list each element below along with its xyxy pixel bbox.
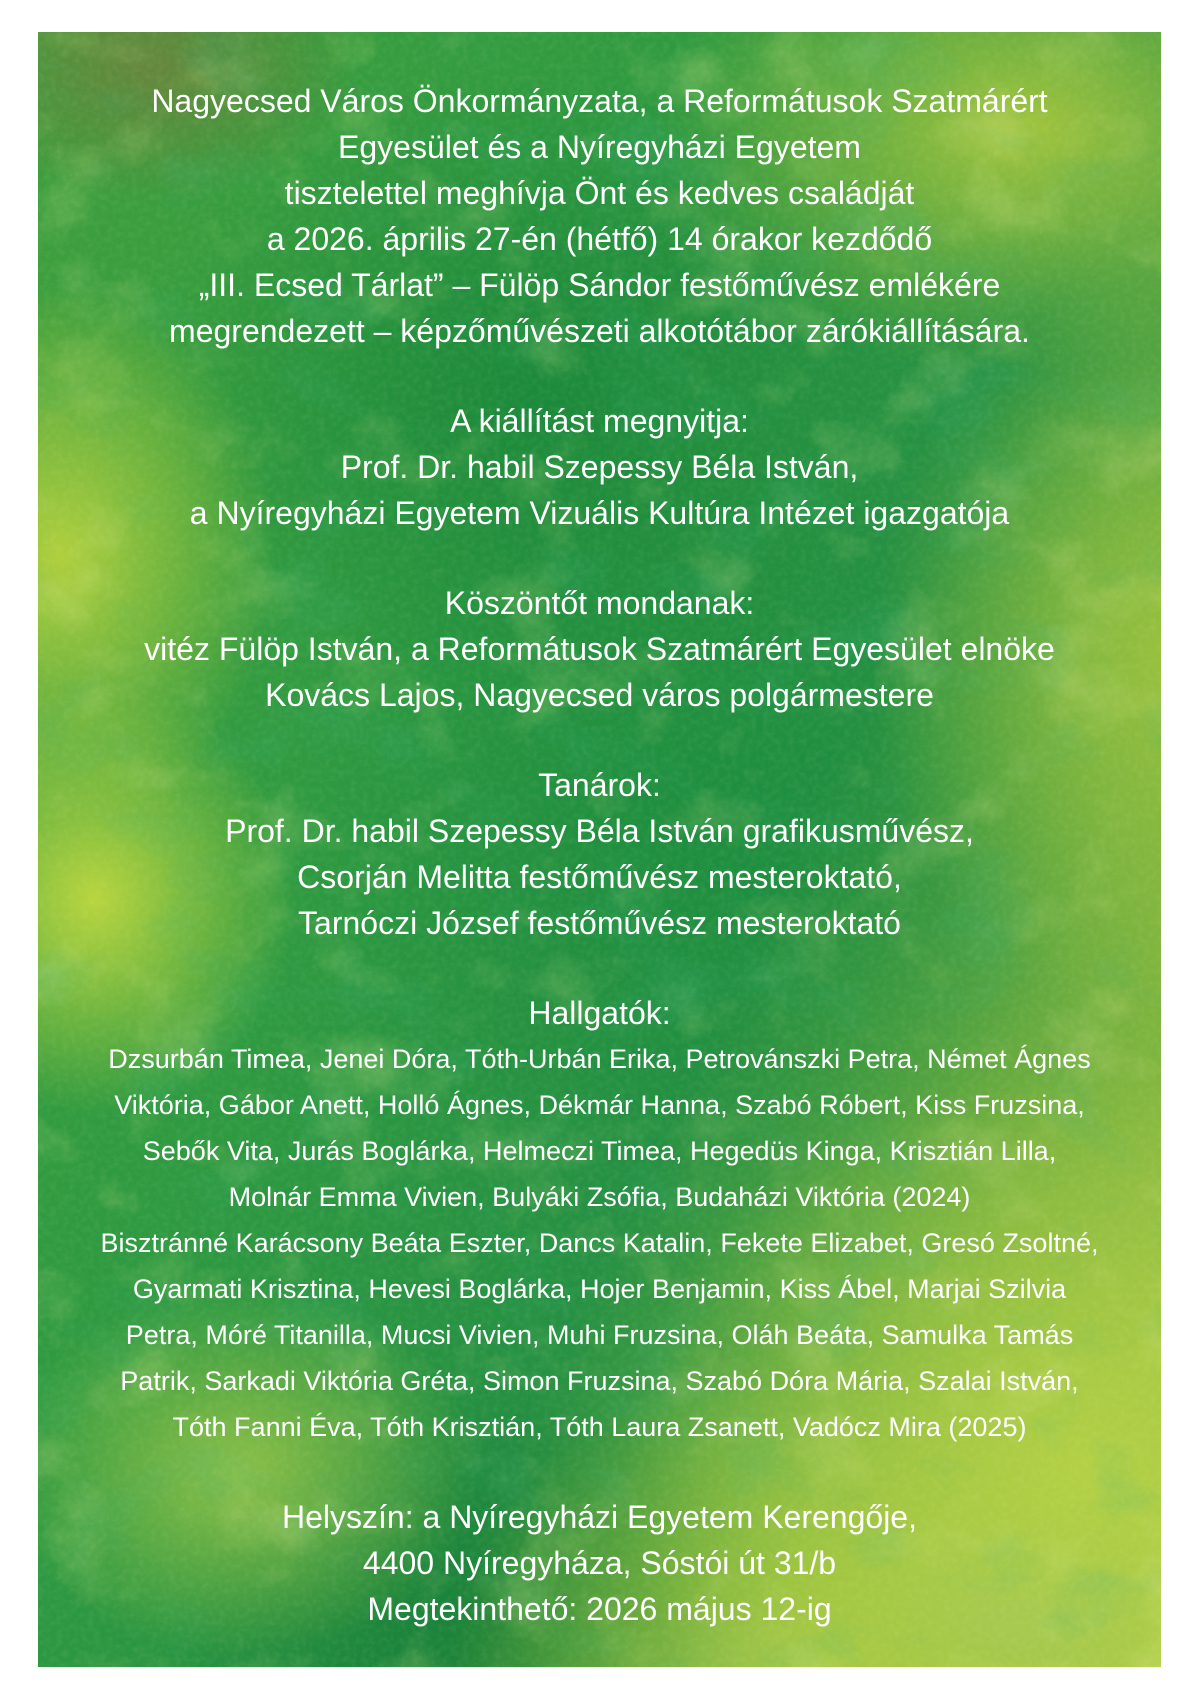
text-line: Molnár Emma Vivien, Bulyáki Zsófia, Budaházi Viktória (2024) [228, 1182, 971, 1212]
text-line: vitéz Fülöp István, a Reformátusok Szatmárért Egyesület elnöke [144, 631, 1055, 667]
text-line: Sebők Vita, Jurás Boglárka, Helmeczi Timea, Hegedüs Kinga, Krisztián Lilla, [142, 1136, 1057, 1166]
text-line: Kovács Lajos, Nagyecsed város polgármestere [265, 677, 934, 713]
text-line: Helyszín: a Nyíregyházi Egyetem Kerengője, [282, 1499, 917, 1535]
venue-paragraph [38, 1494, 1161, 1632]
text-line: Prof. Dr. habil Szepessy Béla István, [340, 449, 859, 485]
greetings-heading: Köszöntőt mondanak: [444, 585, 755, 621]
poster-content [38, 32, 1161, 1667]
text-line: Megtekinthető: 2026 május 12-ig [367, 1591, 832, 1627]
text-line: Dzsurbán Timea, Jenei Dóra, Tóth-Urbán Erika, Petrovánszki Petra, Német Ágnes [108, 1044, 1091, 1074]
students-heading: Hallgatók: [528, 995, 671, 1031]
text-line: a 2026. április 27-én (hétfő) 14 órakor kezdődő [266, 221, 933, 257]
section-students [38, 990, 1161, 1450]
text-line: „III. Ecsed Tárlat” – Fülöp Sándor festőművész emlékére [198, 267, 1001, 303]
text-line: tisztelettel meghívja Önt és kedves családját [284, 175, 915, 211]
text-line: Patrik, Sarkadi Viktória Gréta, Simon Fruzsina, Szabó Dóra Mária, Szalai István, [120, 1366, 1079, 1396]
text-line: Egyesület és a Nyíregyházi Egyetem [338, 129, 861, 165]
text-line: 4400 Nyíregyháza, Sóstói út 31/b [362, 1545, 837, 1581]
section-opening [38, 398, 1161, 536]
text-line: megrendezett – képzőművészeti alkotótábor zárókiállítására. [169, 313, 1030, 349]
opening-heading: A kiállítást megnyitja: [450, 403, 749, 439]
text-line: Csorján Melitta festőművész mesteroktató, [297, 859, 902, 895]
opening-lines [38, 444, 1161, 536]
greetings-lines [38, 626, 1161, 718]
text-line: Gyarmati Krisztina, Hevesi Boglárka, Hojer Benjamin, Kiss Ábel, Marjai Szilvia [132, 1274, 1067, 1304]
text-line: Tóth Fanni Éva, Tóth Krisztián, Tóth Laura Zsanett, Vadócz Mira (2025) [172, 1412, 1027, 1442]
text-line: Petra, Móré Titanilla, Mucsi Vivien, Muhi Fruzsina, Oláh Beáta, Samulka Tamás [125, 1320, 1074, 1350]
intro-paragraph [38, 78, 1161, 354]
text-line: Prof. Dr. habil Szepessy Béla István grafikusművész, [225, 813, 974, 849]
text-line: a Nyíregyházi Egyetem Vizuális Kultúra Intézet igazgatója [189, 495, 1010, 531]
students-list [38, 1036, 1161, 1450]
teachers-heading: Tanárok: [538, 767, 661, 803]
text-line: Tarnóczi József festőművész mesteroktató [298, 905, 901, 941]
text-line: Bisztránné Karácsony Beáta Eszter, Dancs Katalin, Fekete Elizabet, Gresó Zsoltné, [100, 1228, 1099, 1258]
teachers-lines [38, 808, 1161, 946]
text-line: Nagyecsed Város Önkormányzata, a Reformátusok Szatmárért [151, 83, 1048, 119]
poster-background [38, 32, 1161, 1667]
text-line: Viktória, Gábor Anett, Holló Ágnes, Dékmár Hanna, Szabó Róbert, Kiss Fruzsina, [114, 1090, 1085, 1120]
section-greetings [38, 580, 1161, 718]
section-teachers [38, 762, 1161, 946]
